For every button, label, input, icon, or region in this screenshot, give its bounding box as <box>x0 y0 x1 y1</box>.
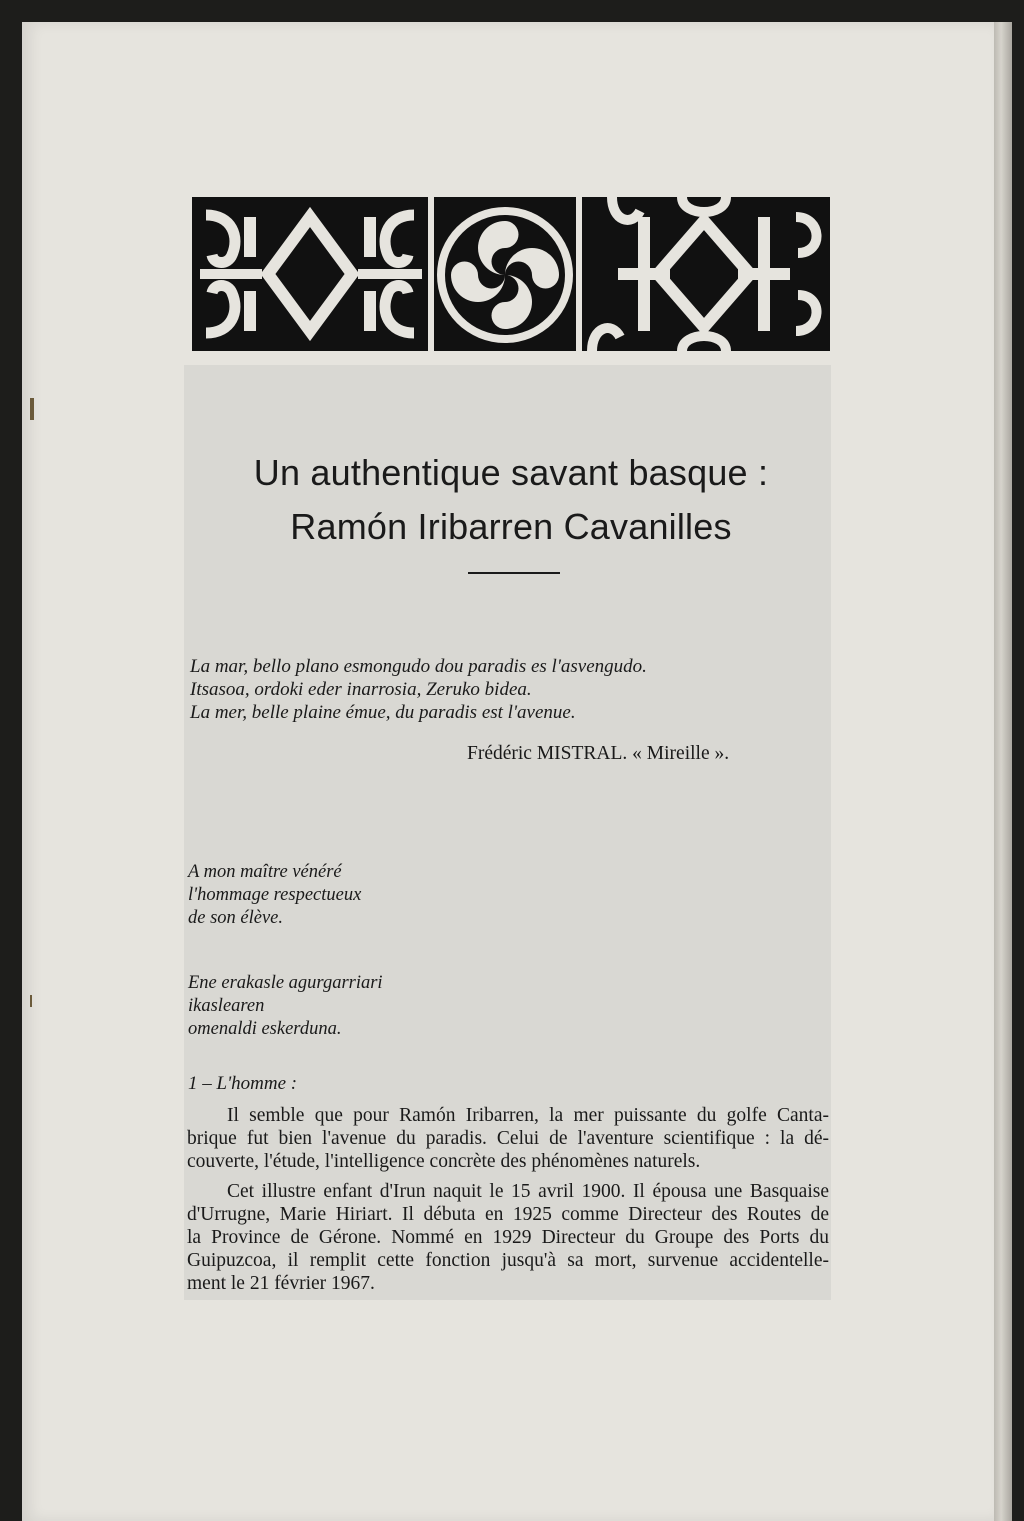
paragraph-line: d'Urrugne, Marie Hiriart. Il débuta en 1925 comme Directeur des Routes de <box>187 1204 829 1225</box>
paragraph-line: la Province de Gérone. Nommé en 1929 Directeur du Groupe des Ports du <box>187 1227 829 1248</box>
lauburu-symbol <box>437 207 573 343</box>
title-divider <box>468 572 560 574</box>
paragraph-line: Il semble que pour Ramón Iribarren, la mer puissante du golfe Canta- <box>227 1105 829 1126</box>
dedication-fr-line: de son élève. <box>188 908 284 928</box>
margin-mark <box>30 995 32 1007</box>
epigraph-line: La mer, belle plaine émue, du paradis est l'avenue. <box>190 702 576 723</box>
dedication-eu-line: omenaldi eskerduna. <box>188 1019 342 1039</box>
epigraph-line: Itsasoa, ordoki eder inarrosia, Zeruko bidea. <box>190 679 532 700</box>
dedication-eu-line: ikaslearen <box>188 996 265 1016</box>
dedication-fr-line: l'hommage respectueux <box>188 885 362 905</box>
page-edge <box>994 22 1012 1521</box>
dedication-eu-line: Ene erakasle agurgarriari <box>188 973 383 993</box>
paragraph-line: couverte, l'étude, l'intelligence concrète des phénomènes naturels. <box>187 1151 701 1172</box>
paragraph-line: Guipuzcoa, il remplit cette fonction jusqu'à sa mort, survenue accidentelle- <box>187 1250 829 1271</box>
paragraph-line: brique fut bien l'avenue du paradis. Celui de l'aventure scientifique : la dé- <box>187 1128 829 1149</box>
epigraph-line: La mar, bello plano esmongudo dou paradis es l'asvengudo. <box>190 656 647 677</box>
dedication-fr-line: A mon maître vénéré <box>188 862 342 882</box>
paragraph-line: ment le 21 février 1967. <box>187 1273 375 1294</box>
article-title-line2: Ramón Iribarren Cavanilles <box>290 506 732 547</box>
body-paragraph-2 <box>187 1180 829 1295</box>
epigraph-attribution: Frédéric MISTRAL. « Mireille ». <box>467 743 730 764</box>
paragraph-line: Cet illustre enfant d'Irun naquit le 15 avril 1900. Il épousa une Basquaise <box>227 1181 829 1202</box>
section-heading: 1 – L'homme : <box>188 1073 298 1094</box>
margin-mark <box>30 398 34 420</box>
body-paragraph-1 <box>187 1104 829 1173</box>
basque-ornament-banner <box>192 197 830 351</box>
article-title-line1: Un authentique savant basque : <box>253 452 769 493</box>
